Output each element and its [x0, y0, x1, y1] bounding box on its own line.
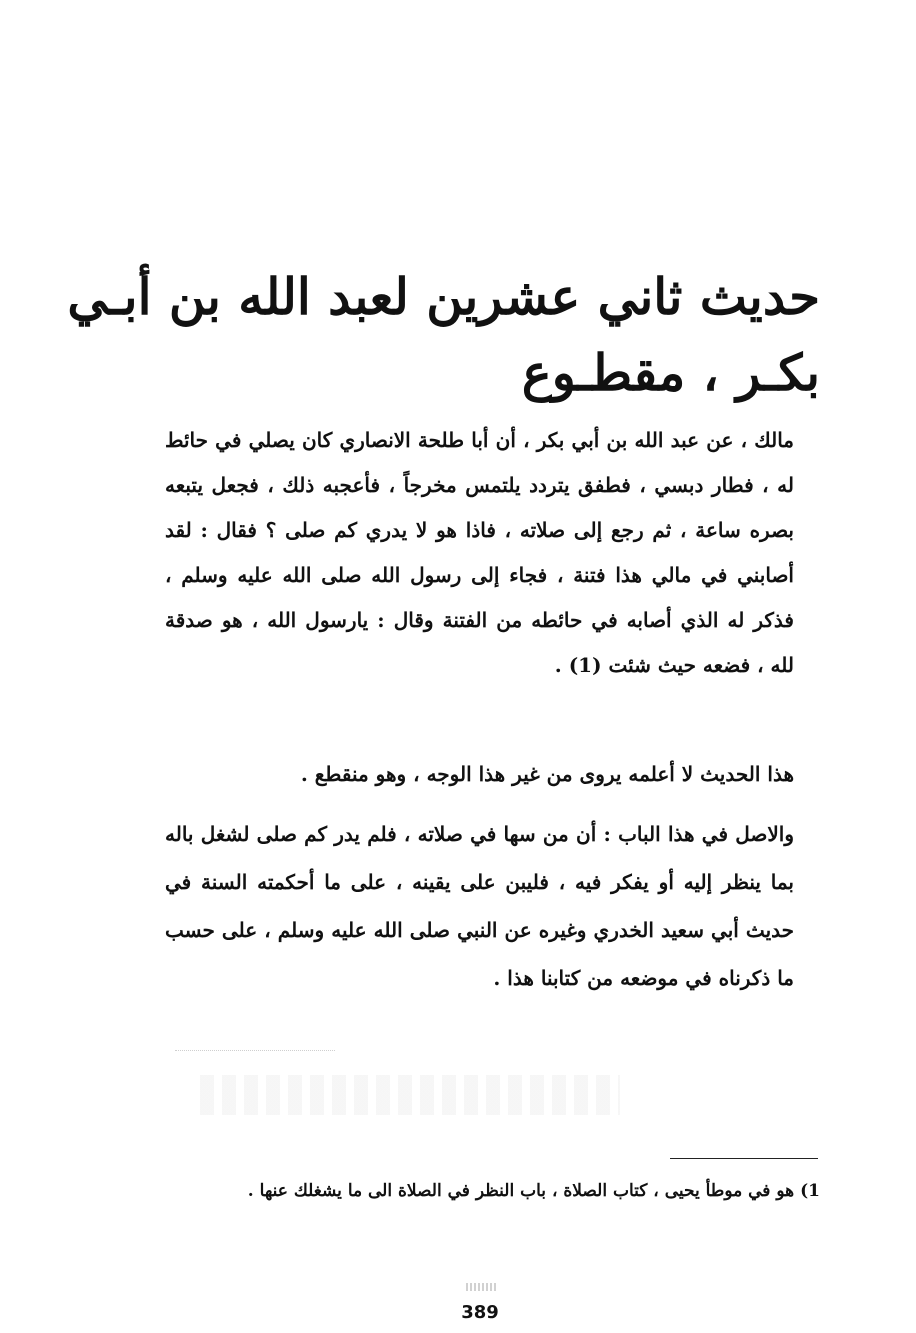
- scan-mark: [466, 1283, 496, 1291]
- chapter-heading-line-2: بكـر ، مقطـوع: [521, 342, 820, 402]
- footnote-paragraph: [160, 1172, 820, 1210]
- chapter-heading: [67, 259, 820, 411]
- comment-paragraph: هذا الحديث لا أعلمه يروى من غير هذا الوجه ، وهو منقطع .: [300, 762, 794, 786]
- bleed-through-text: [200, 1075, 620, 1115]
- jurisprudence-principle: [165, 810, 820, 1002]
- hadith-narration: [165, 418, 820, 688]
- footnote-marker: 1): [800, 1181, 820, 1201]
- narration-paragraph: مالك ، عن عبد الله بن أبي بكر ، أن أبا طلحة الانصاري كان يصلي في حائط له ، فطار دبسي ، فطفق يتردد يلتمس مخرجاً ، فأعجبه ذلك ، فجعل يتبعه بصره ساعة ، ثم رجع إلى صلاته ، فاذا هو لا يدري كم صلى ؟ فقال : لقد أصابني في مالي هذا فتنة ، فجاء إلى رسول الله صلى الله عليه وسلم ، فذكر له الذي أصابه في حائطه من الفتنة وقال : يارسول الله ، هو صدقة لله ، فضعه حيث شئت (1) .: [165, 428, 794, 677]
- footnote-separator: [670, 1158, 818, 1159]
- scan-smudge: [175, 1050, 335, 1054]
- chapter-heading-line-1: حديث ثاني عشرين لعبد الله بن أبـي: [67, 266, 820, 326]
- footnote-text: هو في موطأ يحيى ، كتاب الصلاة ، باب النظر في الصلاة الى ما يشغلك عنها .: [247, 1181, 795, 1201]
- footnote: [160, 1172, 820, 1210]
- principle-paragraph: والاصل في هذا الباب : أن من سها في صلاته ، فلم يدر كم صلى لشغل باله بما ينظر إليه أو يفكر فيه ، فليبن على يقينه ، على ما أحكمته السنة في حديث أبي سعيد الخدري وغيره عن النبي صلى الله عليه وسلم ، على حسب ما ذكرناه في موضعه من كتابنا هذا .: [165, 822, 794, 990]
- page-number: 389: [461, 1302, 499, 1323]
- author-comment: [165, 752, 820, 797]
